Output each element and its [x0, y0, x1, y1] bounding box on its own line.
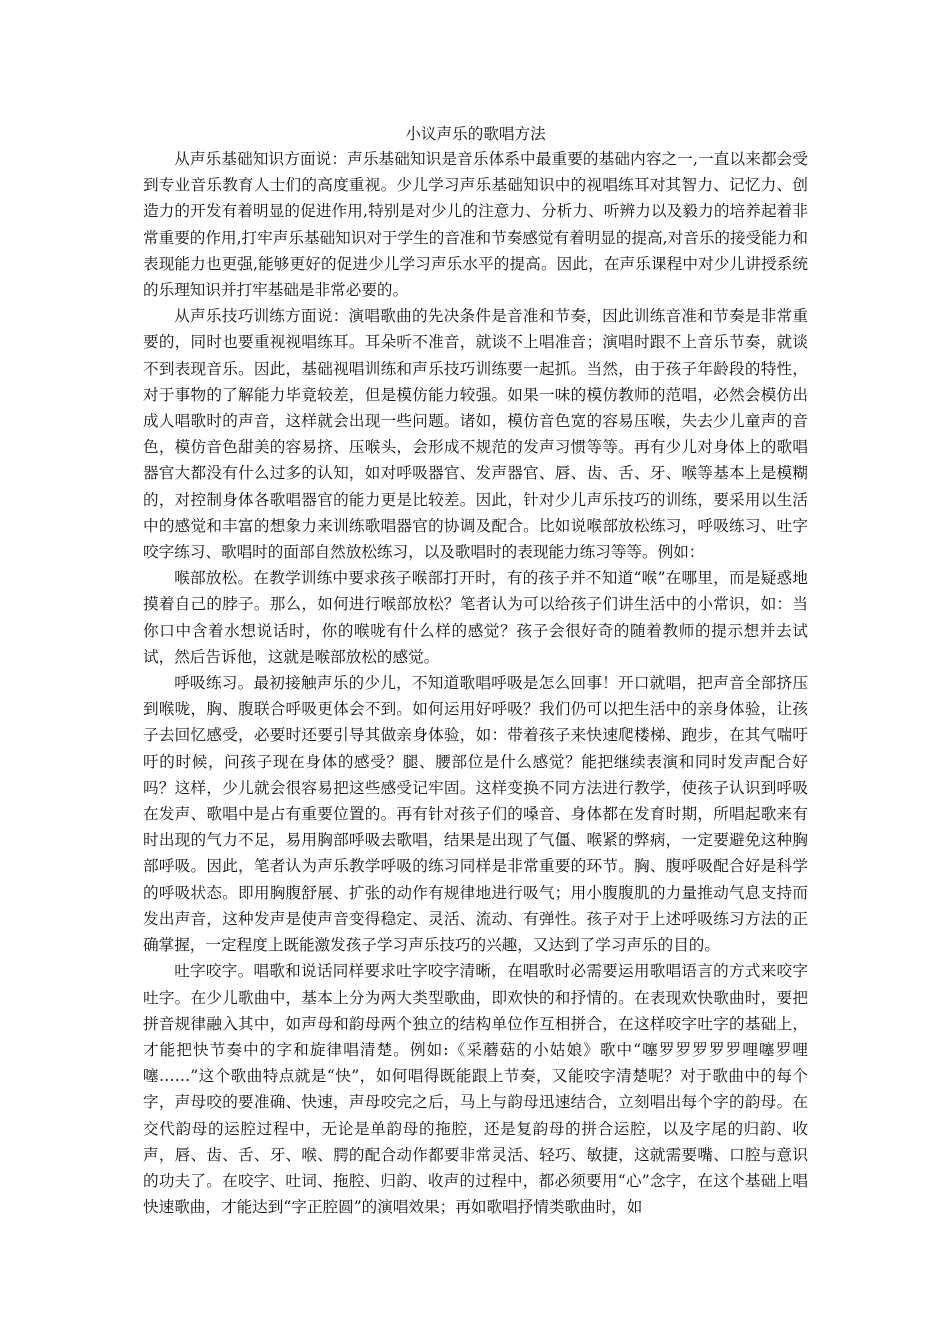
paragraph-skill-training: 从声乐技巧训练方面说：演唱歌曲的先决条件是音准和节奏，因此训练音准和节奏是非常重要的，同时也要重视视唱练耳。耳朵听不准音，就谈不上唱准音；演唱时跟不上音乐节奏，就谈不到表现音乐。因此，基础视唱训练和声乐技巧训练要一起抓。当然，由于孩子年龄段的特性，对于事物的了解能力毕竟较差，但是模仿能力较强。如果一味的模仿教师的范唱，必然会模仿出成人唱歌时的声音，这样就会出现一些问题。诸如，模仿音色宽的容易压喉，失去少儿童声的音色，模仿音色甜美的容易挤、压喉头，会形成不规范的发声习惯等等。再有少儿对身体上的歌唱器官大都没有什么过多的认知，如对呼吸器官、发声器官、唇、齿、舌、牙、喉等基本上是模糊的，对控制身体各歌唱器官的能力更是比较差。因此，针对少儿声乐技巧的训练，要采用以生活中的感觉和丰富的想象力来训练歌唱器官的协调及配合。比如说喉部放松练习，呼吸练习、吐字咬字练习、歌唱时的面部自然放松练习，以及歌唱时的表现能力练习等等。例如： [143, 307, 808, 562]
paragraph-breathing-practice: 呼吸练习。最初接触声乐的少儿，不知道歌唱呼吸是怎么回事！开口就唱，把声音全部挤压到喉咙，胸、腹联合呼吸更体会不到。如何运用好呼吸？我们仍可以把生活中的亲身体验，让孩子去回忆感受，必要时还要引导其做亲身体验，如：带着孩子来快速爬楼梯、跑步，在其气喘吁吁的时候，问孩子现在身体的感受？腿、腰部位是什么感觉？能把继续表演和同时发声配合好吗？这样，少儿就会很容易把这些感受记牢固。这样变换不同方法进行教学，使孩子认识到呼吸在发声、歌唱中是占有重要位置的。再有针对孩子们的嗓音、身体都在发育时期，所唱起歌来有时出现的气力不足，易用胸部呼吸去歌唱，结果是出现了气僵、喉紧的弊病，一定要避免这种胸部呼吸。因此，笔者认为声乐教学呼吸的练习同样是非常重要的环节。胸、腹呼吸配合好是科学的呼吸状态。即用胸腹舒展、扩张的动作有规律地进行吸气；用小腹腹肌的力量推动气息支持而发出声音，这种发声是使声音变得稳定、灵活、流动、有弹性。孩子对于上述呼吸练习方法的正确掌握，一定程度上既能激发孩子学习声乐技巧的兴趣，又达到了学习声乐的目的。 [143, 674, 808, 955]
document-title: 小议声乐的歌唱方法 [405, 125, 546, 143]
paragraph-throat-relaxation: 喉部放松。在教学训练中要求孩子喉部打开时，有的孩子并不知道“喉”在哪里，而是疑惑地摸着自己的脖子。那么，如何进行喉部放松？笔者认为可以给孩子们讲生活中的小常识，如：当你口中含着水想说话时，你的喉咙有什么样的感觉？孩子会很好奇的随着教师的提示想并去试试，然后告诉他，这就是喉部放松的感觉。 [143, 569, 808, 666]
paragraph-articulation: 吐字咬字。唱歌和说话同样要求吐字咬字清晰，在唱歌时必需要运用歌唱语言的方式来咬字吐字。在少儿歌曲中，基本上分为两大类型歌曲，即欢快的和抒情的。在表现欢快歌曲时，要把拼音规律融入其中，如声母和韵母两个独立的结构单位作互相拼合，在这样咬字吐字的基础上，才能把快节奏中的字和旋律唱清楚。例如:《采蘑菇的小姑娘》歌中“噻罗罗罗罗罗哩噻罗哩噻……”这个歌曲特点就是“快”，如何唱得既能跟上节奏，又能咬字清楚呢？对于歌曲中的每个字，声母咬的要准确、快速，声母咬完之后，马上与韵母迅速结合，立刻唱出每个字的韵母。在交代韵母的运腔过程中，无论是单韵母的拖腔，还是复韵母的拼合运腔，以及字尾的归韵、收声，唇、齿、舌、牙、喉、腭的配合动作都要非常灵活、轻巧、敏捷，这就需要嘴、口腔与意识的功夫了。在咬字、吐词、拖腔、归韵、收声的过程中，都必须要用“心”念字，在这个基础上唱快速歌曲，才能达到“字正腔圆”的演唱效果；再如歌唱抒情类歌曲时，如 [143, 962, 808, 1217]
document-page [143, 122, 808, 1220]
paragraph-basic-knowledge: 从声乐基础知识方面说：声乐基础知识是音乐体系中最重要的基础内容之一,一直以来都会受到专业音乐教育人士们的高度重视。少儿学习声乐基础知识中的视唱练耳对其智力、记忆力、创造力的开发有着明显的促进作用,特别是对少儿的注意力、分析力、听辨力以及毅力的培养起着非常重要的作用,打牢声乐基础知识对于学生的音准和节奏感觉有着明显的提高,对音乐的接受能力和表现能力也更强,能够更好的促进少儿学习声乐水平的提高。因此，在声乐课程中对少儿讲授系统的乐理知识并打牢基础是非常必要的。 [143, 150, 808, 300]
